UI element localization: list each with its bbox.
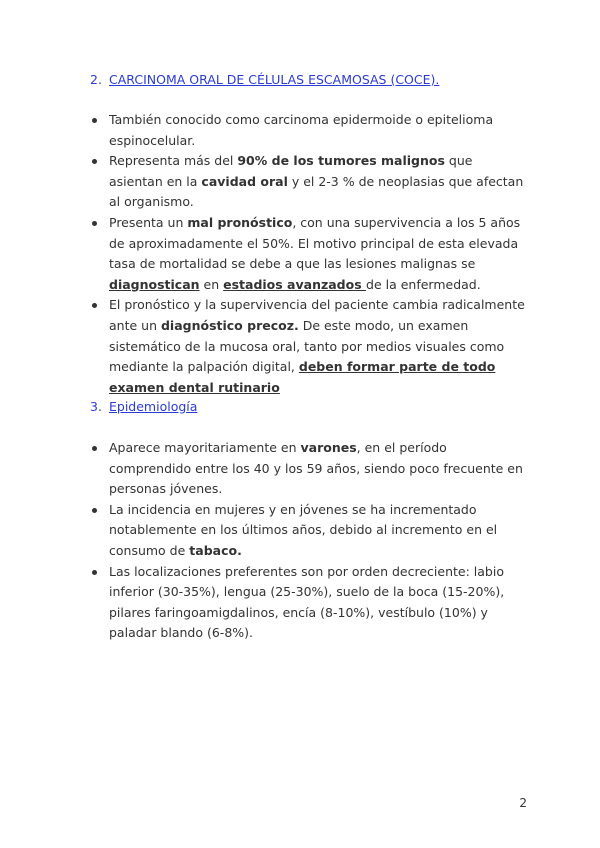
list-item: El pronóstico y la supervivencia del paciente cambia radicalmente ante un diagnóstico precoz. De este modo, un examen sistemático de la mucosa oral, tanto por medios visuales como mediante la palpación digital, deben formar parte de todo examen dental rutinario <box>90 295 530 398</box>
section-3-number: 3. <box>90 399 102 414</box>
page-number: 2 <box>519 796 527 810</box>
section-3-bullet-list <box>90 438 530 644</box>
list-item: La incidencia en mujeres y en jóvenes se ha incrementado notablemente en los últimos años, debido al incremento en el consumo de tabaco. <box>90 500 530 562</box>
list-item: Aparece mayoritariamente en varones, en el período comprendido entre los 40 y los 59 años, siendo poco frecuente en personas jóvenes. <box>90 438 530 500</box>
section-2-bullet-list <box>90 110 530 398</box>
section-2-heading <box>90 71 439 89</box>
list-item: Representa más del 90% de los tumores malignos que asientan en la cavidad oral y el 2-3 % de neoplasias que afectan al organismo. <box>90 151 530 213</box>
section-3-heading <box>90 398 197 416</box>
list-item: También conocido como carcinoma epidermoide o epitelioma espinocelular. <box>90 110 530 151</box>
list-item: Las localizaciones preferentes son por orden decreciente: labio inferior (30-35%), lengua (25-30%), suelo de la boca (15-20%), pilares faringoamigdalinos, encía (8-10%), vestíbulo (10%) y paladar blando (6-8%). <box>90 562 530 644</box>
section-2-number: 2. <box>90 72 102 87</box>
section-2-title-link[interactable]: CARCINOMA ORAL DE CÉLULAS ESCAMOSAS (COCE). <box>109 72 440 87</box>
section-3-title-link[interactable]: Epidemiología <box>109 399 198 414</box>
list-item: Presenta un mal pronóstico, con una supervivencia a los 5 años de aproximadamente el 50%. El motivo principal de esta elevada tasa de mortalidad se debe a que las lesiones malignas se diagnostican en estadios avanzados de la enfermedad. <box>90 213 530 295</box>
